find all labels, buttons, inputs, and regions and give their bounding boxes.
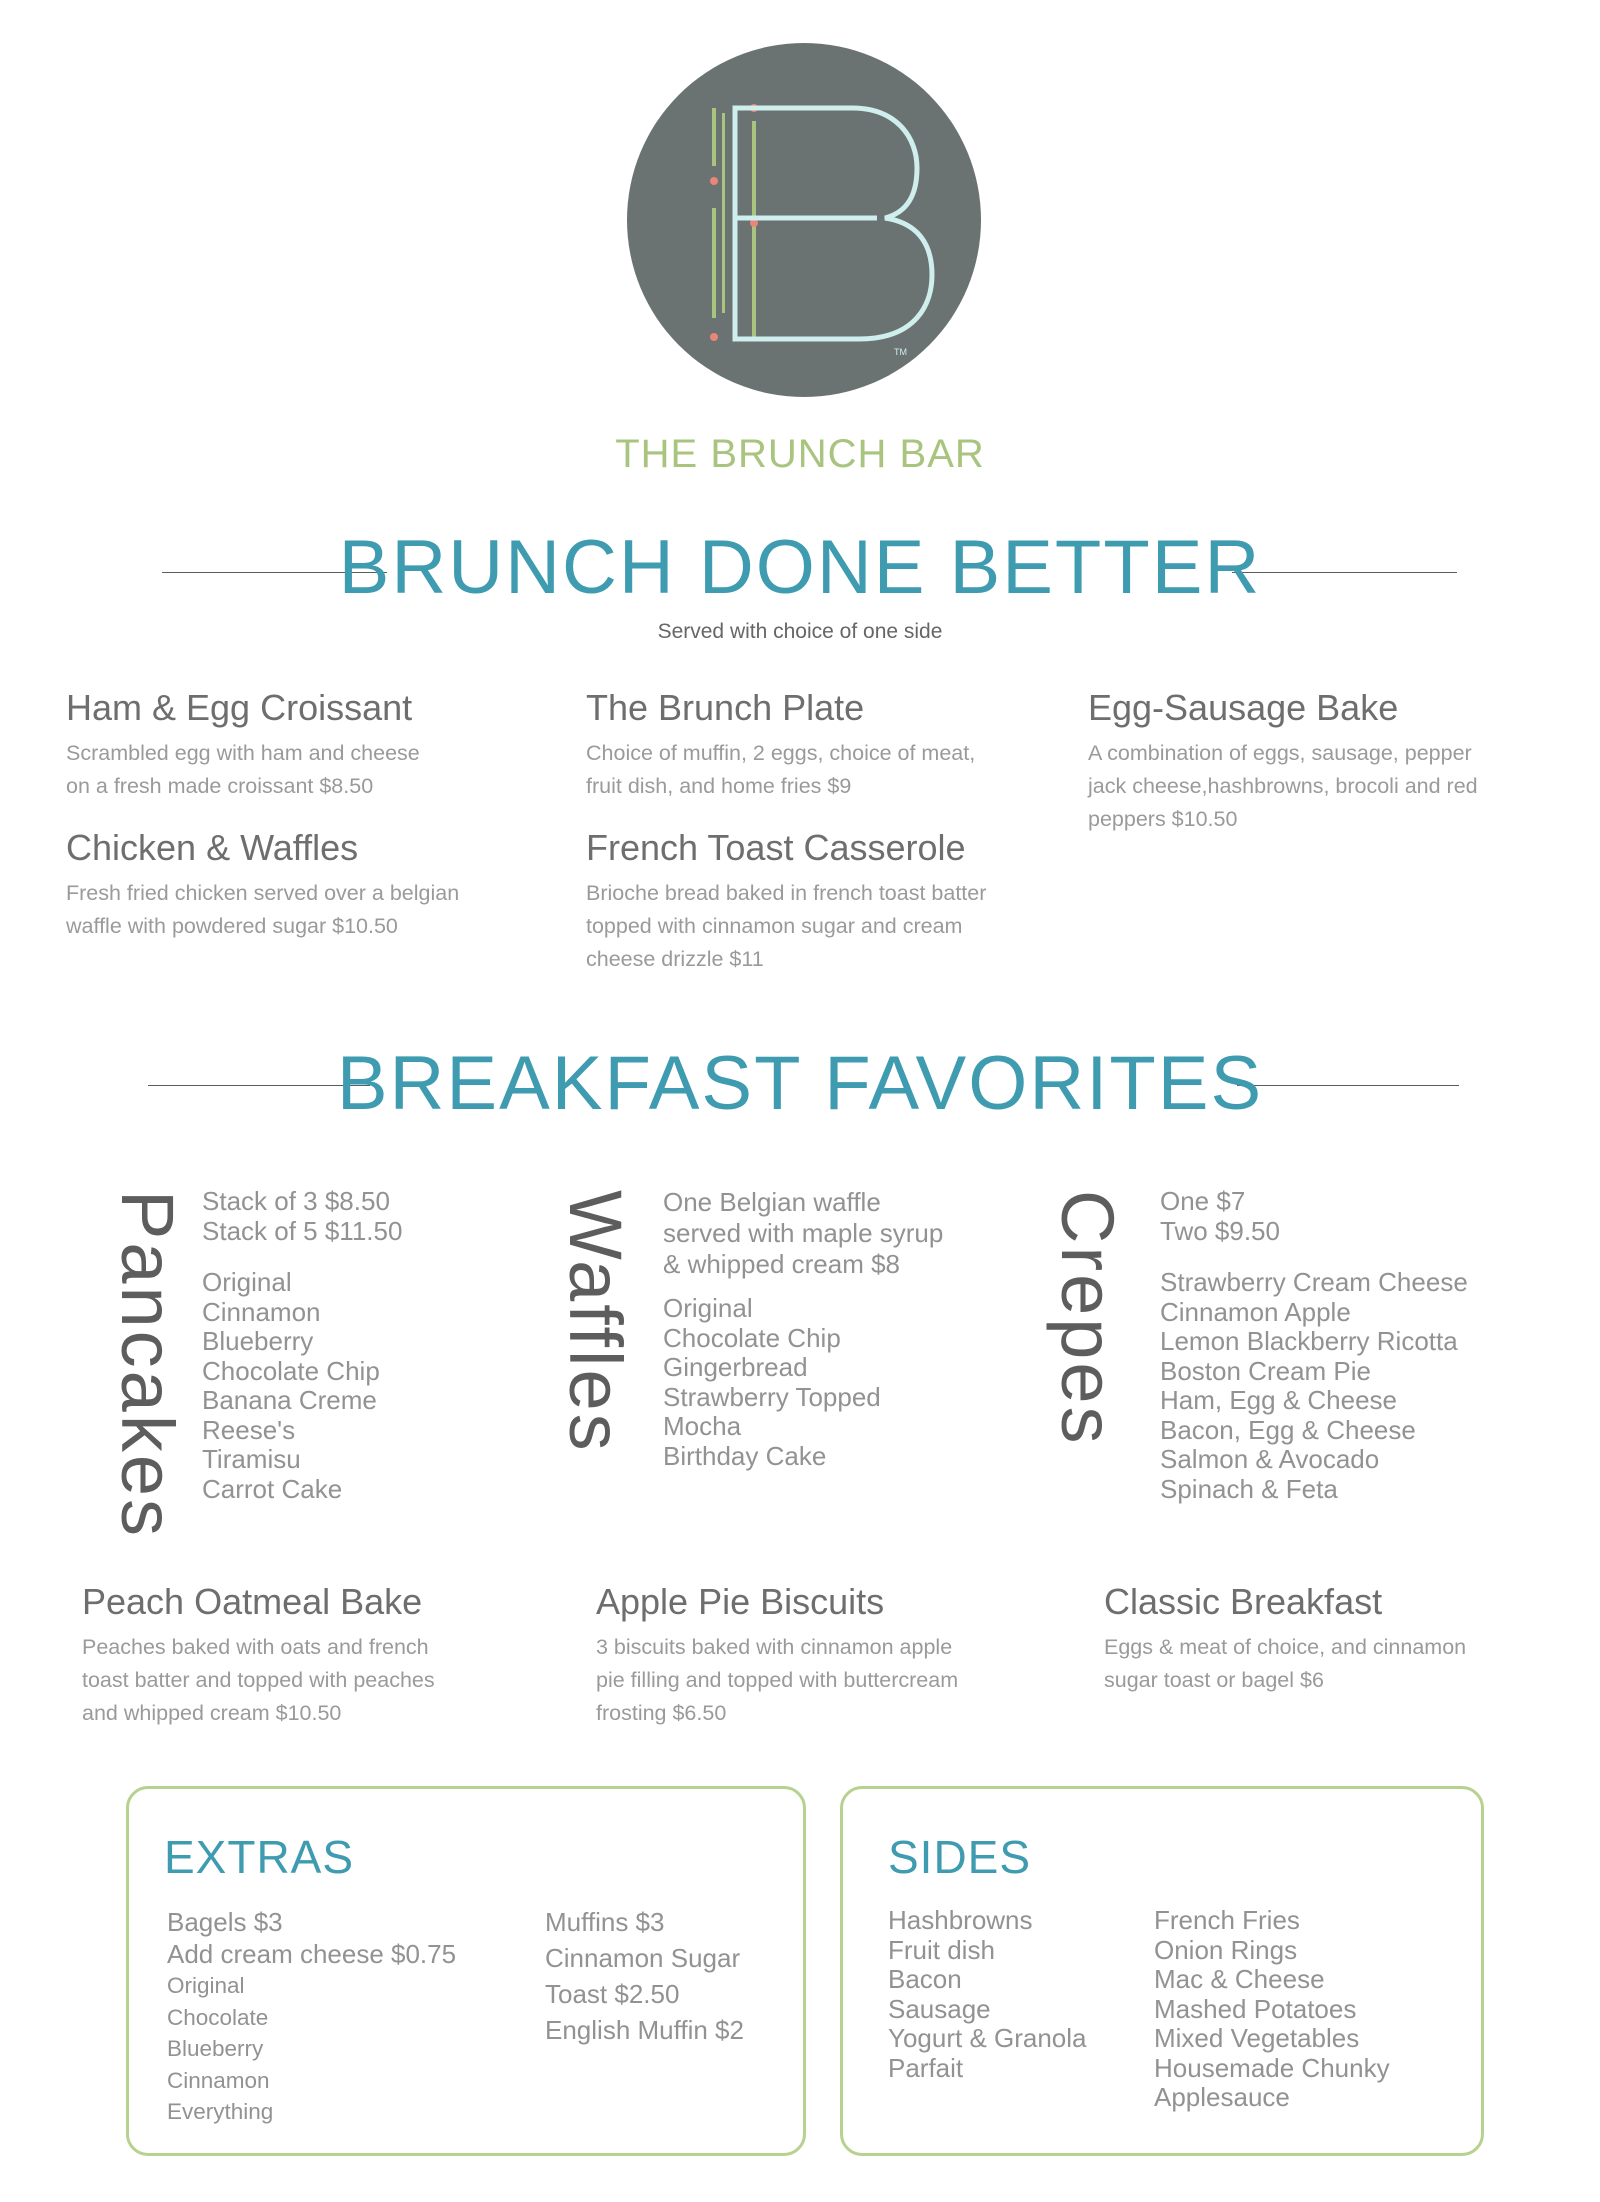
side-item: Hashbrowns bbox=[888, 1905, 1033, 1935]
bagel-flavor: Cinnamon bbox=[167, 2067, 270, 2093]
item-title: The Brunch Plate bbox=[586, 687, 865, 728]
side-item: Yogurt & Granola bbox=[888, 2023, 1087, 2053]
side-item: Mashed Potatoes bbox=[1154, 1993, 1357, 2024]
trademark-mark: TM bbox=[894, 347, 907, 357]
section-subtitle: Served with choice of one side bbox=[657, 620, 943, 643]
bagel-flavor: Chocolate bbox=[167, 2004, 269, 2030]
item-desc-line: pie filling and topped with buttercream bbox=[596, 1668, 959, 1693]
item-desc-line: Fresh fried chicken served over a belgian bbox=[66, 881, 460, 906]
item-title: Classic Breakfast bbox=[1104, 1581, 1383, 1622]
price-line: Stack of 3 $8.50 bbox=[202, 1186, 390, 1216]
flavor-item: Bacon, Egg & Cheese bbox=[1160, 1414, 1416, 1445]
price-line: Two $9.50 bbox=[1160, 1215, 1280, 1246]
price-line: served with maple syrup bbox=[663, 1218, 944, 1248]
side-item: Sausage bbox=[888, 1993, 991, 2024]
menu-item-chicken-waffles bbox=[66, 826, 566, 943]
flavor-item: Tiramisu bbox=[202, 1444, 301, 1474]
item-desc-line: peppers $10.50 bbox=[1088, 807, 1238, 832]
price-line: One Belgian waffle bbox=[663, 1187, 881, 1217]
extras-item: Cinnamon Sugar bbox=[545, 1943, 741, 1973]
item-title: Chicken & Waffles bbox=[66, 827, 359, 868]
category-label-waffles: Waffles bbox=[554, 1190, 637, 1454]
flavor-item: Reese's bbox=[202, 1414, 296, 1445]
brand-name: THE BRUNCH BAR bbox=[615, 432, 985, 476]
price-line: Stack of 5 $11.50 bbox=[202, 1215, 403, 1246]
side-item: Bacon bbox=[888, 1964, 962, 1994]
sides-column-2 bbox=[1154, 1906, 1390, 2113]
extras-column-1 bbox=[167, 1906, 456, 2128]
item-desc-line: jack cheese,hashbrowns, brocoli and red bbox=[1088, 774, 1478, 799]
flavor-item: Carrot Cake bbox=[202, 1473, 343, 1504]
sides-column-1 bbox=[888, 1906, 1087, 2083]
flavor-item: Cinnamon bbox=[202, 1296, 321, 1327]
flavor-item: Banana Creme bbox=[202, 1385, 377, 1415]
section-title-brunch: BRUNCH DONE BETTER bbox=[338, 525, 1262, 610]
flavor-item: Lemon Blackberry Ricotta bbox=[1160, 1326, 1458, 1356]
extras-item: English Muffin $2 bbox=[545, 2015, 744, 2045]
waffles-list bbox=[663, 1187, 943, 1471]
menu-item-brunch-plate bbox=[586, 686, 1086, 803]
flavor-item: Blueberry bbox=[202, 1326, 314, 1356]
item-title: Egg-Sausage Bake bbox=[1088, 687, 1399, 728]
item-desc-line: 3 biscuits baked with cinnamon apple bbox=[596, 1635, 953, 1660]
side-item: Mixed Vegetables bbox=[1154, 2023, 1360, 2053]
flavor-item: Birthday Cake bbox=[663, 1440, 827, 1471]
section-title-breakfast: BREAKFAST FAVORITES bbox=[336, 1041, 1264, 1126]
item-desc-line: and whipped cream $10.50 bbox=[82, 1701, 342, 1726]
item-desc-line: toast batter and topped with peaches bbox=[82, 1668, 435, 1693]
item-title: Peach Oatmeal Bake bbox=[82, 1581, 423, 1622]
extras-item: Toast $2.50 bbox=[545, 1979, 680, 2009]
extras-item: Muffins $3 bbox=[545, 1907, 665, 1937]
item-title: Apple Pie Biscuits bbox=[596, 1581, 885, 1622]
item-desc-line: Choice of muffin, 2 eggs, choice of meat, bbox=[586, 741, 976, 766]
side-item: Fruit dish bbox=[888, 1934, 995, 1965]
flavor-item: Strawberry Cream Cheese bbox=[1160, 1267, 1468, 1297]
flavor-item: Original bbox=[202, 1267, 292, 1297]
side-item: French Fries bbox=[1154, 1905, 1300, 1935]
brunch-bar-logo bbox=[627, 43, 981, 397]
side-item: Parfait bbox=[888, 2052, 964, 2083]
item-desc-line: A combination of eggs, sausage, pepper bbox=[1088, 741, 1472, 766]
category-label-crepes: Crepes bbox=[1046, 1190, 1129, 1447]
flavor-item: Mocha bbox=[663, 1411, 742, 1441]
menu-item-french-toast-casserole bbox=[586, 826, 1086, 976]
flavor-item: Salmon & Avocado bbox=[1160, 1444, 1380, 1474]
item-desc-line: waffle with powdered sugar $10.50 bbox=[66, 914, 398, 939]
menu-item-egg-sausage-bake bbox=[1088, 686, 1588, 836]
category-label-pancakes: Pancakes bbox=[106, 1190, 189, 1539]
item-desc-line: frosting $6.50 bbox=[596, 1701, 727, 1726]
price-line: & whipped cream $8 bbox=[663, 1249, 901, 1279]
item-desc-line: cheese drizzle $11 bbox=[586, 947, 764, 972]
flavor-item: Chocolate Chip bbox=[663, 1322, 841, 1353]
pancakes-list bbox=[202, 1187, 402, 1504]
extras-item: Add cream cheese $0.75 bbox=[167, 1939, 457, 1969]
item-desc-line: topped with cinnamon sugar and cream bbox=[586, 914, 963, 939]
flavor-item: Original bbox=[663, 1293, 753, 1323]
item-title: French Toast Casserole bbox=[586, 827, 966, 868]
side-item: Applesauce bbox=[1154, 2082, 1290, 2112]
menu-item-peach-oatmeal-bake bbox=[82, 1580, 562, 1730]
flavor-item: Cinnamon Apple bbox=[1160, 1296, 1351, 1327]
menu-item-ham-egg-croissant bbox=[66, 686, 566, 803]
bagel-flavor: Blueberry bbox=[167, 2036, 264, 2061]
flavor-item: Boston Cream Pie bbox=[1160, 1355, 1371, 1386]
flavor-item: Ham, Egg & Cheese bbox=[1160, 1385, 1398, 1415]
flavor-item: Gingerbread bbox=[663, 1352, 808, 1382]
flavor-item: Strawberry Topped bbox=[663, 1381, 881, 1412]
extras-item: Bagels $3 bbox=[167, 1907, 283, 1937]
bagel-flavor: Everything bbox=[167, 2099, 274, 2124]
bagel-flavor: Original bbox=[167, 1973, 245, 1998]
flavor-item: Spinach & Feta bbox=[1160, 1473, 1338, 1504]
item-desc-line: on a fresh made croissant $8.50 bbox=[66, 774, 374, 799]
side-item: Mac & Cheese bbox=[1154, 1964, 1325, 1994]
flavor-item: Chocolate Chip bbox=[202, 1355, 380, 1386]
crepes-list bbox=[1160, 1187, 1468, 1504]
menu-item-apple-pie-biscuits bbox=[596, 1580, 1076, 1730]
item-desc-line: sugar toast or bagel $6 bbox=[1104, 1668, 1324, 1693]
item-desc-line: Scrambled egg with ham and cheese bbox=[66, 741, 420, 766]
item-desc-line: Peaches baked with oats and french bbox=[82, 1635, 429, 1660]
side-item: Housemade Chunky bbox=[1154, 2052, 1390, 2083]
item-desc-line: fruit dish, and home fries $9 bbox=[586, 774, 852, 799]
extras-title: EXTRAS bbox=[164, 1831, 355, 1883]
item-desc-line: Eggs & meat of choice, and cinnamon bbox=[1104, 1635, 1467, 1660]
price-line: One $7 bbox=[1160, 1186, 1246, 1216]
side-item: Onion Rings bbox=[1154, 1934, 1298, 1965]
extras-column-2 bbox=[545, 1904, 744, 2048]
item-desc-line: Brioche bread baked in french toast batter bbox=[586, 881, 987, 906]
sides-title: SIDES bbox=[888, 1831, 1032, 1883]
item-title: Ham & Egg Croissant bbox=[66, 687, 413, 728]
menu-item-classic-breakfast bbox=[1104, 1580, 1584, 1697]
